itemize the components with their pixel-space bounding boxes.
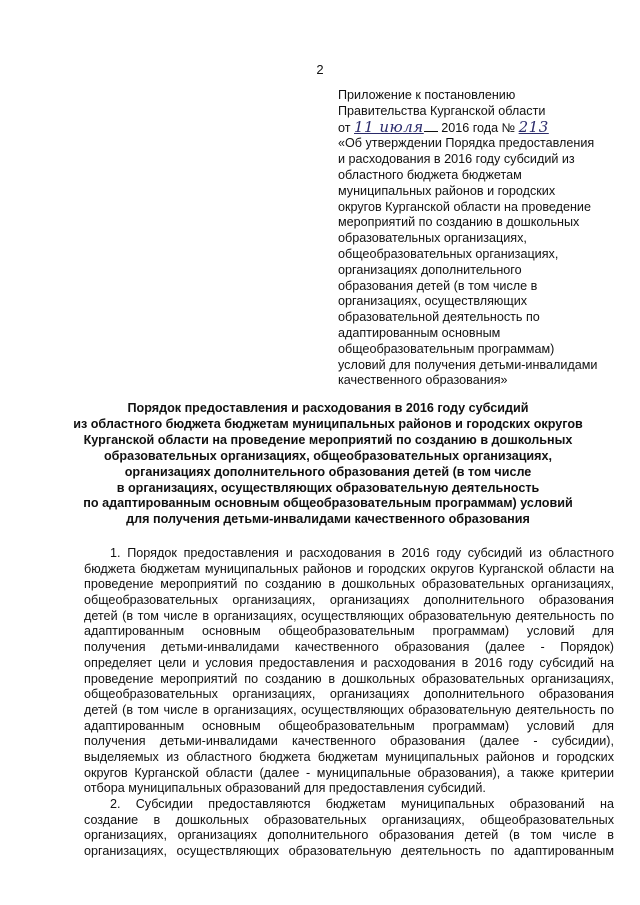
annex-line-a11: образовательной деятельность по — [338, 310, 540, 325]
paragraph-1-line: выделяемых из областного бюджета бюджетам муниципальных районов и городских — [84, 749, 614, 764]
annex-line-1: Приложение к постановлению — [338, 88, 516, 102]
title-line: из областного бюджета бюджетам муниципальных районов и городских округов — [73, 416, 583, 431]
annex-line-a3: муниципальных районов и городских — [338, 183, 556, 198]
paragraph-1-line: проведение мероприятий по созданию в дошкольных образовательных организациях, — [84, 577, 614, 592]
paragraph-2-line: создание в дошкольных образовательных организациях, общеобразовательных — [84, 812, 614, 827]
title-line: образовательных организациях, общеобразовательных организациях, — [103, 448, 553, 463]
paragraph-1-line: адаптированным основным общеобразовательным программам) условий для — [84, 718, 614, 733]
annex-line-a7: общеобразовательных организациях, — [338, 246, 559, 261]
annex-line-a1: и расходования в 2016 году субсидий из — [338, 152, 575, 167]
handwritten-date: 11 июля — [354, 117, 424, 136]
paragraph-1-line: округов Курганской области (далее - муниципальные образования), а также критерии — [84, 765, 614, 780]
paragraph-1-line: получения детьми-инвалидами качественного образования (далее - Порядок) — [84, 640, 614, 655]
paragraph-2-line: 2. Субсидии предоставляются бюджетам муниципальных образований на — [110, 797, 614, 811]
paragraph-1-line: определяет цели и условия предоставления и расходования в 2016 году субсидий на — [84, 655, 614, 670]
paragraph-1-line: детей (в том числе в организациях, осуществляющих образовательную деятельность по — [84, 608, 614, 623]
paragraph-1-line: детей (в том числе в организациях, осуществляющих образовательную деятельность по — [84, 702, 614, 717]
document-body — [84, 546, 614, 860]
title-line: Курганской области на проведение мероприятий по созданию в дошкольных — [83, 432, 573, 447]
paragraph-1-line: проведение мероприятий по созданию в дошкольных образовательных организациях, — [84, 671, 614, 686]
title-line: Порядок предоставления и расходования в 2016 году субсидий — [127, 401, 529, 415]
title-line: в организациях, осуществляющих образовательную деятельность — [116, 480, 540, 495]
paragraph-1-line: общеобразовательных организациях, организациях дополнительного образования — [84, 687, 614, 702]
annex-line-a5: мероприятий по созданию в дошкольных — [338, 215, 580, 230]
paragraph-1-line: общеобразовательных организациях, организациях дополнительного образования — [84, 593, 614, 608]
annex-line-a15: качественного образования» — [338, 373, 508, 388]
handwritten-number: 213 — [518, 117, 549, 136]
paragraph-2-line: организациях, осуществляющих образовательную деятельность по адаптированным — [84, 844, 614, 859]
annex-line-a8: организациях дополнительного — [338, 262, 522, 277]
paragraph-1-line: бюджета бюджетам муниципальных районов и городских округов Курганской области на — [84, 561, 614, 576]
annex-line-a14: условий для получения детьми-инвалидами — [338, 357, 598, 372]
paragraph-2-line: организациях, организациях дополнительного образования детей (в том числе в — [84, 828, 614, 843]
title-line: организациях дополнительного образования детей (в том числе — [124, 464, 532, 479]
annex-line-a2: областного бюджета бюджетам — [338, 167, 522, 182]
annex-line-a12: адаптированным основным — [338, 325, 501, 340]
date-prefix: от — [338, 120, 351, 135]
title-line: по адаптированным основным общеобразовательным программам) условий — [83, 496, 573, 511]
annex-line-2: Правительства Курганской области — [338, 103, 546, 118]
page-number: 2 — [316, 62, 324, 77]
paragraph-1-line: получения детьми-инвалидами качественного образования (далее - субсидии), — [84, 734, 614, 749]
annex-block — [338, 88, 614, 389]
annex-line-a10: организациях, осуществляющих — [338, 294, 528, 309]
annex-line-a13: общеобразовательным программам) — [338, 341, 555, 356]
paragraph-1-line: адаптированным основным общеобразовательным программам) условий для — [84, 624, 614, 639]
document-title — [40, 401, 616, 528]
annex-line-a0: «Об утверждении Порядка предоставления — [338, 136, 595, 151]
paragraph-1-line: 1. Порядок предоставления и расходования в 2016 году субсидий из областного — [110, 546, 614, 560]
annex-line-a9: образования детей (в том числе в — [338, 278, 538, 293]
paragraph-1-line: отбора муниципальных образований для предоставления субсидий. — [84, 781, 486, 796]
annex-line-a6: образовательных организациях, — [338, 231, 527, 246]
title-line: для получения детьми-инвалидами качественного образования — [126, 512, 530, 527]
date-middle: 2016 года № — [441, 120, 516, 135]
annex-line-a4: округов Курганской области на проведение — [338, 199, 591, 214]
annex-date-line — [338, 117, 614, 137]
